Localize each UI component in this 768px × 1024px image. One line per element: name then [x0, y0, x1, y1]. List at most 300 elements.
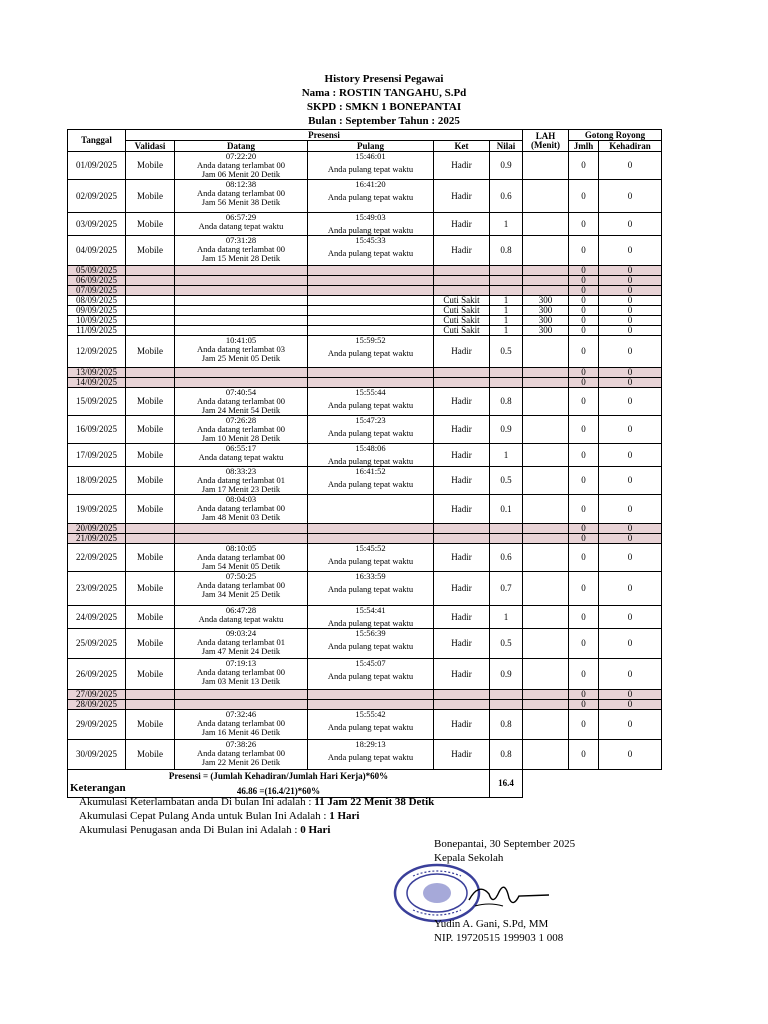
pulang-line: Anda pulang tepat waktu — [327, 428, 414, 438]
table-row — [68, 296, 662, 306]
cell-datang — [175, 306, 308, 316]
table-row — [68, 690, 662, 700]
cell-pulang — [308, 286, 434, 296]
keterangan-line-3: Akumulasi Penugasan anda Di Bulan ini Adalah : 0 Hari — [79, 824, 331, 836]
period-line: Bulan : September Tahun : 2025 — [308, 115, 460, 127]
pulang-line: Anda pulang tepat waktu — [327, 192, 414, 202]
cell-jmlh: 0 — [569, 276, 599, 286]
cell-validasi: Mobile — [126, 495, 175, 524]
cell-validasi: Mobile — [126, 416, 175, 444]
pulang-line: Anda pulang tepat waktu — [327, 722, 414, 732]
cell-tanggal: 14/09/2025 — [68, 378, 126, 388]
cell-kehadiran: 0 — [599, 276, 662, 286]
cell-pulang — [308, 368, 434, 378]
cell-kehadiran: 0 — [599, 444, 662, 467]
table-row — [68, 316, 662, 326]
table-row — [68, 378, 662, 388]
cell-ket — [434, 690, 490, 700]
pulang-line: 15:54:41 — [355, 605, 386, 615]
datang-line: Jam 06 Menit 20 Detik — [201, 169, 281, 179]
cell-pulang — [308, 296, 434, 306]
cell-ket: Cuti Sakit — [434, 316, 490, 326]
col-validasi: Validasi — [126, 141, 175, 152]
cell-kehadiran: 0 — [599, 572, 662, 606]
cell-lah — [523, 444, 569, 467]
table-row — [68, 368, 662, 378]
cell-jmlh: 0 — [569, 444, 599, 467]
cell-pulang — [308, 326, 434, 336]
cell-lah — [523, 336, 569, 368]
cell-tanggal: 23/09/2025 — [68, 572, 126, 606]
table-row — [68, 534, 662, 544]
datang-line: Jam 48 Menit 03 Detik — [201, 512, 281, 522]
cell-lah: 300 — [523, 306, 569, 316]
cell-lah — [523, 388, 569, 416]
datang-line: Jam 16 Menit 46 Detik — [201, 727, 281, 737]
cell-nilai: 0.5 — [490, 629, 523, 659]
cell-validasi: Mobile — [126, 152, 175, 180]
cell-nilai: 0.8 — [490, 740, 523, 770]
col-nilai: Nilai — [490, 141, 523, 152]
cell-nilai — [490, 266, 523, 276]
cell-lah — [523, 629, 569, 659]
cell-pulang — [308, 306, 434, 316]
cell-datang — [175, 416, 308, 444]
table-row — [68, 326, 662, 336]
cell-validasi: Mobile — [126, 606, 175, 629]
cell-ket: Cuti Sakit — [434, 326, 490, 336]
cell-pulang — [308, 467, 434, 495]
cell-nilai: 0.9 — [490, 416, 523, 444]
signature-name: Yudin A. Gani, S.Pd, MM — [434, 918, 549, 930]
datang-line: Jam 17 Menit 23 Detik — [201, 484, 281, 494]
table-row — [68, 336, 662, 368]
col-pulang: Pulang — [308, 141, 434, 152]
cell-validasi — [126, 534, 175, 544]
cell-jmlh: 0 — [569, 700, 599, 710]
pulang-line: Anda pulang tepat waktu — [327, 556, 414, 566]
cell-pulang — [308, 336, 434, 368]
cell-datang — [175, 700, 308, 710]
official-stamp-icon — [393, 862, 553, 924]
cell-ket — [434, 524, 490, 534]
table-row — [68, 286, 662, 296]
datang-line: Anda datang tepat waktu — [198, 452, 284, 462]
cell-jmlh: 0 — [569, 286, 599, 296]
datang-line: Jam 10 Menit 28 Detik — [201, 433, 281, 443]
cell-validasi — [126, 306, 175, 316]
datang-line: Anda datang terlambat 00 — [196, 667, 286, 677]
cell-tanggal: 11/09/2025 — [68, 326, 126, 336]
datang-line: 07:50:25 — [225, 571, 257, 581]
cell-validasi: Mobile — [126, 444, 175, 467]
cell-tanggal: 26/09/2025 — [68, 659, 126, 690]
keterangan-title: Keterangan — [70, 782, 126, 794]
cell-jmlh: 0 — [569, 524, 599, 534]
cell-datang — [175, 740, 308, 770]
cell-ket: Hadir — [434, 544, 490, 572]
cell-tanggal: 02/09/2025 — [68, 180, 126, 213]
cell-tanggal: 06/09/2025 — [68, 276, 126, 286]
cell-jmlh: 0 — [569, 629, 599, 659]
table-row — [68, 444, 662, 467]
cell-ket: Hadir — [434, 152, 490, 180]
cell-datang — [175, 388, 308, 416]
cell-tanggal: 20/09/2025 — [68, 524, 126, 534]
cell-validasi — [126, 286, 175, 296]
cell-validasi: Mobile — [126, 388, 175, 416]
cell-kehadiran: 0 — [599, 524, 662, 534]
cell-jmlh: 0 — [569, 336, 599, 368]
cell-tanggal: 13/09/2025 — [68, 368, 126, 378]
cell-datang — [175, 286, 308, 296]
table-row — [68, 236, 662, 266]
cell-ket: Hadir — [434, 629, 490, 659]
datang-line: 07:40:54 — [225, 387, 257, 397]
table-row — [68, 276, 662, 286]
cell-tanggal: 10/09/2025 — [68, 316, 126, 326]
cell-lah — [523, 467, 569, 495]
cell-nilai: 0.9 — [490, 659, 523, 690]
cell-ket: Hadir — [434, 213, 490, 236]
col-tanggal: Tanggal — [68, 130, 126, 152]
datang-line: Anda datang terlambat 00 — [196, 748, 286, 758]
datang-line: Anda datang terlambat 00 — [196, 396, 286, 406]
cell-lah: 300 — [523, 316, 569, 326]
cell-pulang — [308, 572, 434, 606]
signature-place-date: Bonepantai, 30 September 2025 — [434, 838, 576, 850]
cell-jmlh: 0 — [569, 368, 599, 378]
cell-jmlh: 0 — [569, 495, 599, 524]
cell-jmlh: 0 — [569, 606, 599, 629]
datang-line: Jam 25 Menit 05 Detik — [201, 353, 281, 363]
cell-lah — [523, 286, 569, 296]
cell-ket: Hadir — [434, 740, 490, 770]
cell-pulang — [308, 606, 434, 629]
table-row — [68, 572, 662, 606]
pulang-line: 15:48:06 — [355, 443, 386, 453]
cell-pulang — [308, 690, 434, 700]
cell-nilai — [490, 690, 523, 700]
cell-validasi: Mobile — [126, 213, 175, 236]
cell-nilai: 0.8 — [490, 236, 523, 266]
cell-tanggal: 19/09/2025 — [68, 495, 126, 524]
datang-line: Anda datang terlambat 00 — [196, 424, 286, 434]
cell-lah — [523, 606, 569, 629]
cell-lah: 300 — [523, 326, 569, 336]
datang-line: 07:38:26 — [225, 739, 257, 749]
datang-line: Anda datang terlambat 00 — [196, 160, 286, 170]
cell-ket: Cuti Sakit — [434, 296, 490, 306]
cell-lah — [523, 700, 569, 710]
cell-tanggal: 28/09/2025 — [68, 700, 126, 710]
cell-pulang — [308, 266, 434, 276]
pulang-line: Anda pulang tepat waktu — [327, 248, 414, 258]
pulang-line: 16:41:20 — [355, 179, 386, 189]
col-datang: Datang — [175, 141, 308, 152]
datang-line: 10:41:05 — [225, 335, 257, 345]
cell-ket — [434, 378, 490, 388]
cell-lah — [523, 416, 569, 444]
cell-pulang — [308, 534, 434, 544]
cell-tanggal: 24/09/2025 — [68, 606, 126, 629]
cell-lah — [523, 368, 569, 378]
cell-validasi: Mobile — [126, 740, 175, 770]
cell-datang — [175, 467, 308, 495]
document-title: History Presensi Pegawai — [324, 73, 444, 85]
cell-kehadiran: 0 — [599, 286, 662, 296]
pulang-line: Anda pulang tepat waktu — [327, 641, 414, 651]
cell-validasi — [126, 326, 175, 336]
cell-nilai — [490, 700, 523, 710]
datang-line: Anda datang terlambat 00 — [196, 552, 286, 562]
cell-nilai — [490, 276, 523, 286]
cell-datang — [175, 534, 308, 544]
cell-tanggal: 30/09/2025 — [68, 740, 126, 770]
datang-line: 07:26:28 — [225, 415, 257, 425]
cell-kehadiran: 0 — [599, 296, 662, 306]
cell-ket — [434, 700, 490, 710]
keterangan-line-1: Akumulasi Keterlambatan anda Di bulan Ini adalah : 11 Jam 22 Menit 38 Detik — [79, 796, 435, 808]
cell-pulang — [308, 444, 434, 467]
cell-nilai: 1 — [490, 326, 523, 336]
cell-jmlh: 0 — [569, 236, 599, 266]
cell-nilai — [490, 378, 523, 388]
table-row — [68, 152, 662, 180]
datang-line: 07:22:20 — [225, 151, 257, 161]
cell-datang — [175, 180, 308, 213]
employee-name: Nama : ROSTIN TANGAHU, S.Pd — [301, 87, 467, 99]
cell-datang — [175, 524, 308, 534]
pulang-line: 15:56:39 — [355, 628, 386, 638]
pulang-line: Anda pulang tepat waktu — [327, 618, 414, 628]
cell-lah — [523, 740, 569, 770]
datang-line: 08:33:23 — [225, 466, 257, 476]
datang-line: 06:57:29 — [225, 212, 257, 222]
cell-pulang — [308, 180, 434, 213]
cell-nilai: 1 — [490, 213, 523, 236]
cell-lah — [523, 710, 569, 740]
datang-line: Anda datang tepat waktu — [198, 614, 284, 624]
cell-validasi: Mobile — [126, 236, 175, 266]
col-lah: LAH (Menit) — [523, 130, 569, 152]
table-row — [68, 606, 662, 629]
datang-line: 07:31:28 — [225, 235, 257, 245]
pulang-line: 15:55:44 — [355, 387, 386, 397]
empty-cell — [523, 770, 662, 798]
cell-tanggal: 09/09/2025 — [68, 306, 126, 316]
pulang-line: 15:59:52 — [355, 335, 386, 345]
table-row — [68, 467, 662, 495]
cell-nilai: 0.1 — [490, 495, 523, 524]
cell-nilai: 1 — [490, 316, 523, 326]
cell-kehadiran: 0 — [599, 740, 662, 770]
cell-lah — [523, 266, 569, 276]
cell-kehadiran: 0 — [599, 378, 662, 388]
datang-line: Anda datang terlambat 00 — [196, 718, 286, 728]
cell-nilai — [490, 286, 523, 296]
pulang-line: 16:41:52 — [355, 466, 386, 476]
cell-jmlh: 0 — [569, 296, 599, 306]
cell-ket — [434, 286, 490, 296]
skpd-line: SKPD : SMKN 1 BONEPANTAI — [306, 101, 462, 113]
cell-validasi — [126, 378, 175, 388]
cell-kehadiran: 0 — [599, 306, 662, 316]
cell-datang — [175, 276, 308, 286]
col-kehadiran: Kehadiran — [599, 141, 662, 152]
cell-tanggal: 25/09/2025 — [68, 629, 126, 659]
datang-line: Jam 56 Menit 38 Detik — [201, 197, 281, 207]
cell-nilai: 0.9 — [490, 152, 523, 180]
cell-nilai — [490, 368, 523, 378]
cell-datang — [175, 710, 308, 740]
cell-pulang — [308, 629, 434, 659]
cell-lah — [523, 152, 569, 180]
cell-lah — [523, 690, 569, 700]
datang-line: 07:19:13 — [225, 658, 257, 668]
cell-kehadiran: 0 — [599, 467, 662, 495]
cell-lah — [523, 495, 569, 524]
datang-line: Jam 54 Menit 05 Detik — [201, 561, 281, 571]
cell-nilai: 0.7 — [490, 572, 523, 606]
cell-ket: Cuti Sakit — [434, 306, 490, 316]
datang-line: Anda datang terlambat 00 — [196, 244, 286, 254]
cell-jmlh: 0 — [569, 180, 599, 213]
cell-datang — [175, 378, 308, 388]
cell-lah — [523, 524, 569, 534]
formula-text: Presensi = (Jumlah Kehadiran/Jumlah Hari Kerja)*60% — [168, 770, 389, 781]
cell-jmlh: 0 — [569, 213, 599, 236]
cell-lah — [523, 544, 569, 572]
cell-validasi: Mobile — [126, 710, 175, 740]
cell-lah — [523, 659, 569, 690]
cell-lah — [523, 236, 569, 266]
datang-line: Anda datang terlambat 01 — [196, 637, 286, 647]
pulang-line: Anda pulang tepat waktu — [327, 752, 414, 762]
cell-tanggal: 16/09/2025 — [68, 416, 126, 444]
cell-jmlh: 0 — [569, 416, 599, 444]
pulang-line: 16:33:59 — [355, 571, 386, 581]
cell-jmlh: 0 — [569, 690, 599, 700]
cell-datang — [175, 368, 308, 378]
cell-ket: Hadir — [434, 336, 490, 368]
pulang-line: Anda pulang tepat waktu — [327, 479, 414, 489]
cell-datang — [175, 296, 308, 306]
cell-kehadiran: 0 — [599, 213, 662, 236]
cell-datang — [175, 659, 308, 690]
datang-line: Jam 03 Menit 13 Detik — [201, 676, 281, 686]
pulang-line: 18:29:13 — [355, 739, 386, 749]
cell-tanggal: 01/09/2025 — [68, 152, 126, 180]
formula-cell — [68, 770, 490, 798]
cell-jmlh: 0 — [569, 659, 599, 690]
cell-jmlh: 0 — [569, 544, 599, 572]
pulang-line: 15:45:33 — [355, 235, 386, 245]
cell-nilai — [490, 524, 523, 534]
signature-nip: NIP. 19720515 199903 1 008 — [434, 932, 564, 944]
cell-tanggal: 04/09/2025 — [68, 236, 126, 266]
datang-line: 09:03:24 — [225, 628, 257, 638]
cell-pulang — [308, 740, 434, 770]
cell-lah — [523, 378, 569, 388]
cell-pulang — [308, 236, 434, 266]
cell-validasi — [126, 368, 175, 378]
cell-pulang — [308, 416, 434, 444]
cell-jmlh: 0 — [569, 467, 599, 495]
cell-kehadiran: 0 — [599, 534, 662, 544]
cell-ket: Hadir — [434, 467, 490, 495]
cell-tanggal: 15/09/2025 — [68, 388, 126, 416]
cell-lah — [523, 572, 569, 606]
col-gotong-royong: Gotong Royong — [569, 130, 662, 141]
datang-line: 08:12:38 — [225, 179, 257, 189]
datang-line: 08:04:03 — [225, 494, 257, 504]
pulang-line: 15:49:03 — [355, 212, 386, 222]
cell-kehadiran: 0 — [599, 659, 662, 690]
datang-line: Jam 22 Menit 26 Detik — [201, 757, 281, 767]
keterangan-line-2: Akumulasi Cepat Pulang Anda untuk Bulan Ini Adalah : 1 Hari — [79, 810, 360, 822]
cell-pulang — [308, 659, 434, 690]
cell-ket: Hadir — [434, 416, 490, 444]
datang-line: 08:10:05 — [225, 543, 257, 553]
table-row — [68, 388, 662, 416]
pulang-line: Anda pulang tepat waktu — [327, 584, 414, 594]
cell-validasi — [126, 296, 175, 306]
table-row — [68, 180, 662, 213]
cell-lah — [523, 534, 569, 544]
cell-pulang — [308, 524, 434, 534]
cell-kehadiran: 0 — [599, 544, 662, 572]
cell-nilai: 0.5 — [490, 467, 523, 495]
cell-nilai: 0.5 — [490, 336, 523, 368]
cell-datang — [175, 316, 308, 326]
cell-jmlh: 0 — [569, 152, 599, 180]
pulang-line: Anda pulang tepat waktu — [327, 400, 414, 410]
col-presensi: Presensi — [126, 130, 523, 141]
cell-ket: Hadir — [434, 236, 490, 266]
cell-pulang — [308, 152, 434, 180]
cell-validasi — [126, 700, 175, 710]
datang-line: Anda datang terlambat 01 — [196, 475, 286, 485]
cell-kehadiran: 0 — [599, 266, 662, 276]
cell-tanggal: 29/09/2025 — [68, 710, 126, 740]
cell-kehadiran: 0 — [599, 388, 662, 416]
cell-kehadiran: 0 — [599, 495, 662, 524]
cell-kehadiran: 0 — [599, 368, 662, 378]
cell-datang — [175, 213, 308, 236]
cell-datang — [175, 266, 308, 276]
pulang-line: 15:45:52 — [355, 543, 386, 553]
cell-lah — [523, 276, 569, 286]
table-row — [68, 495, 662, 524]
datang-line: Anda datang tepat waktu — [198, 221, 284, 231]
cell-nilai: 1 — [490, 606, 523, 629]
cell-datang — [175, 544, 308, 572]
cell-kehadiran: 0 — [599, 700, 662, 710]
cell-ket: Hadir — [434, 710, 490, 740]
datang-line: Jam 15 Menit 28 Detik — [201, 253, 281, 263]
cell-jmlh: 0 — [569, 378, 599, 388]
col-jmlh: Jmlh — [569, 141, 599, 152]
cell-datang — [175, 690, 308, 700]
cell-tanggal: 18/09/2025 — [68, 467, 126, 495]
cell-nilai: 1 — [490, 296, 523, 306]
cell-kehadiran: 0 — [599, 236, 662, 266]
datang-line: 06:55:17 — [225, 443, 257, 453]
table-row — [68, 306, 662, 316]
cell-validasi — [126, 316, 175, 326]
pulang-line: 15:46:01 — [355, 151, 386, 161]
